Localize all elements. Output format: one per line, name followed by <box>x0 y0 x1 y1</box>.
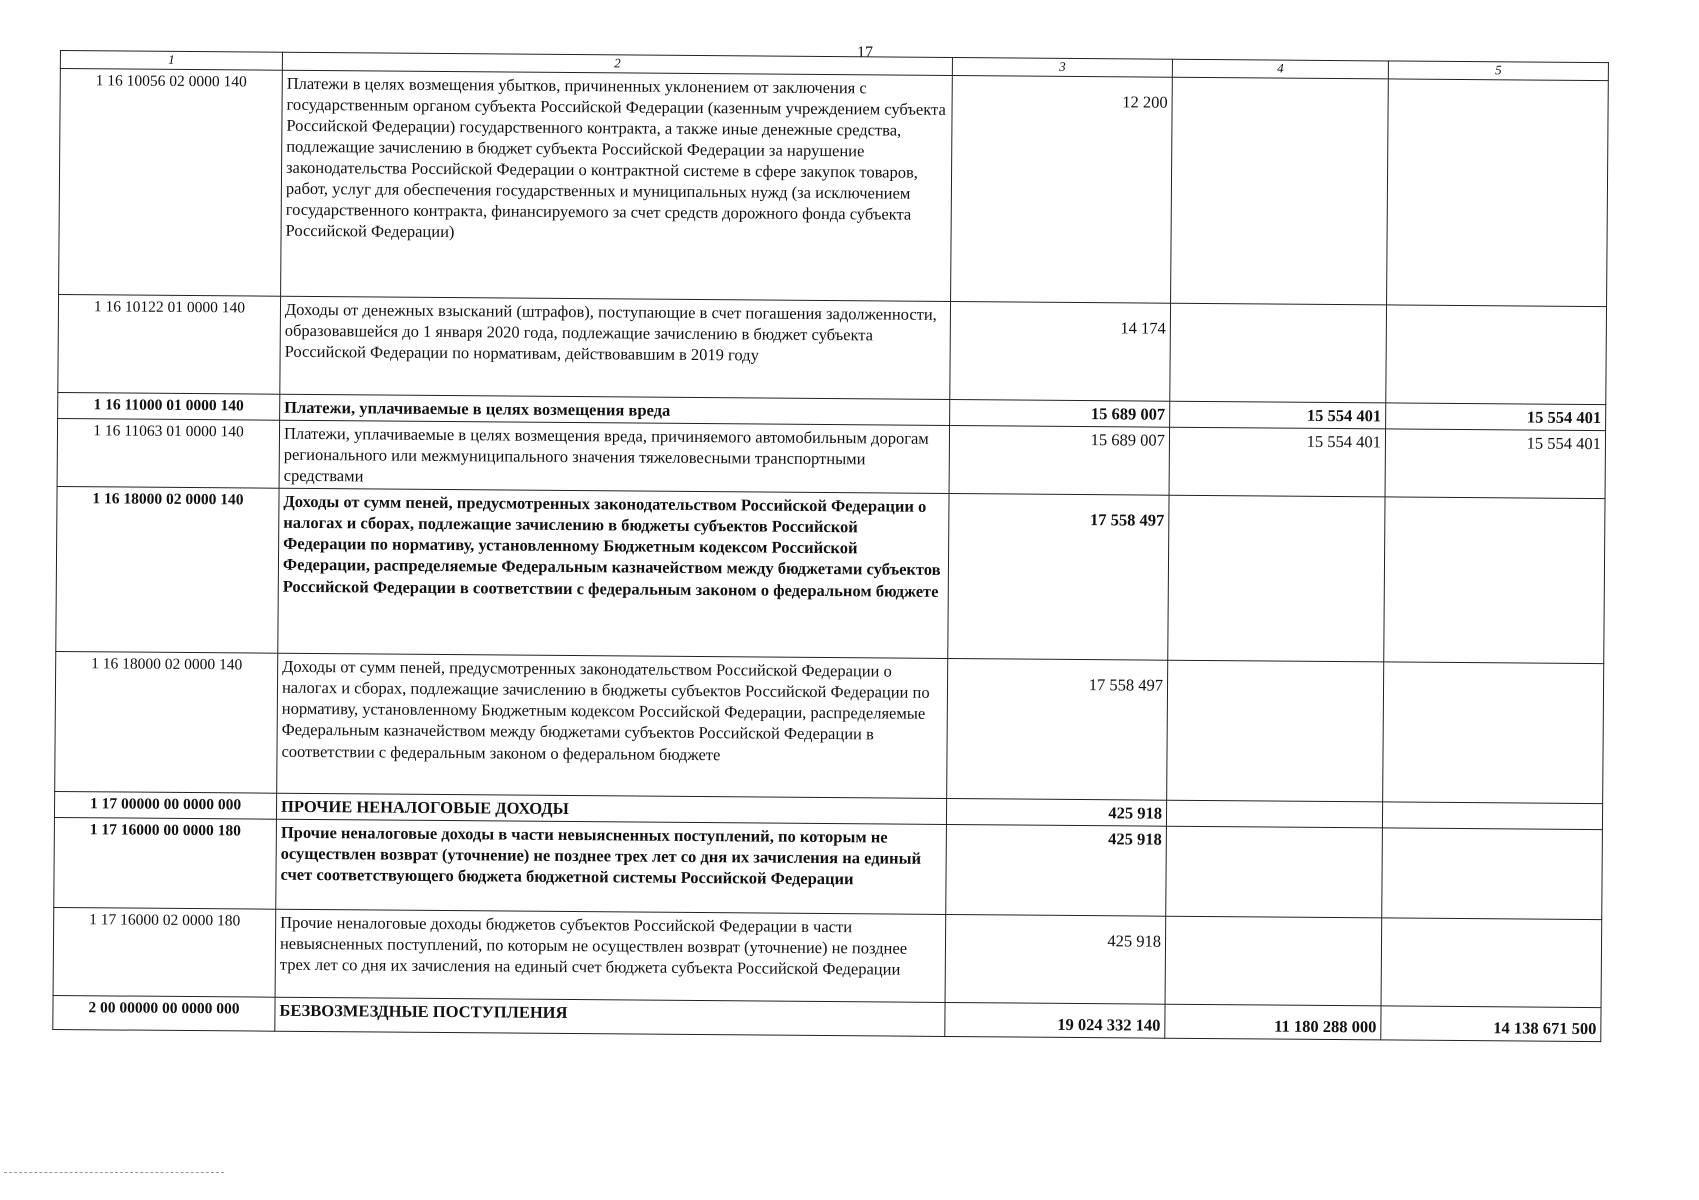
amount-col5-cell: 14 138 671 500 <box>1381 1006 1601 1042</box>
amount-col3-cell: 15 689 007 <box>949 425 1170 495</box>
amount-col5-cell: 15 554 401 <box>1385 429 1606 499</box>
budget-code-cell: 1 16 10056 02 0000 140 <box>59 68 283 296</box>
revenue-name-cell: ПРОЧИЕ НЕНАЛОГОВЫЕ ДОХОДЫ <box>276 793 946 824</box>
amount-col5-cell <box>1383 662 1604 804</box>
amount-col5-cell <box>1381 918 1602 1008</box>
amount-col3-cell: 19 024 332 140 <box>945 1003 1165 1039</box>
amount-col4-cell: 15 554 401 <box>1170 401 1386 429</box>
column-number-4: 4 <box>1172 59 1388 78</box>
revenue-name-cell: Прочие неналоговые доходы бюджетов субъектов Российской Федерации в части невыясненных поступлений, по которым не осуществлен возврат (уточнение) не позднее трех лет со дня их зачисления на единый счет бюджета субъекта Российской Федерации <box>275 909 946 1002</box>
budget-code-cell: 1 17 16000 00 0000 180 <box>54 818 277 910</box>
amount-col3-cell: 15 689 007 <box>950 399 1170 427</box>
amount-col3-cell: 425 918 <box>946 799 1166 827</box>
column-number-2: 2 <box>282 52 952 75</box>
table-row <box>57 418 1605 498</box>
amount-col5-cell <box>1384 497 1605 664</box>
amount-col3-cell: 14 174 <box>950 301 1171 401</box>
budget-code-cell: 1 16 11063 01 0000 140 <box>57 418 280 488</box>
amount-col4-cell <box>1171 77 1389 305</box>
revenue-name-cell: Платежи, уплачиваемые в целях возмещения вреда, причиняемого автомобильным дорогам регионального или межмуниципального значения тяжеловесными транспортными средствами <box>279 420 950 494</box>
amount-col4-cell <box>1168 495 1385 662</box>
revenue-name-cell: Платежи в целях возмещения убытков, причиненных уклонением от заключения с государственным органом субъекта Российской Федерации (казенным учреждением субъекта Российской Федерации) государственного контракта, а также иные денежные средства, подлежащие зачислению в бюджет субъекта Российской Федерации за нарушение законодательства Российской Федерации о контрактной системе в сфере закупок товаров, работ, услуг для обеспечения государственных и муниципальных нужд (за исключением государственного контракта, финансируемого за счет средств дорожного фонда субъекта Российской Федерации) <box>281 70 953 301</box>
revenue-name-cell: БЕЗВОЗМЕЗДНЫЕ ПОСТУПЛЕНИЯ <box>275 997 945 1036</box>
amount-col3-cell: 12 200 <box>951 75 1173 303</box>
budget-code-cell: 1 17 16000 02 0000 180 <box>53 908 276 998</box>
table-row <box>56 487 1605 664</box>
revenue-name-cell: Платежи, уплачиваемые в целях возмещения вреда <box>280 394 950 425</box>
revenue-name-cell: Доходы от сумм пеней, предусмотренных законодательством Российской Федерации о налогах и сборах, подлежащие зачислению в бюджеты субъектов Российской Федерации по нормативу, установленному Бюджетным кодексом Российской Федерации, распределяемые Федеральным казначейством между бюджетами субъектов Российской Федерации в соответствии с федеральным законом о федеральном бюджете <box>277 653 948 798</box>
budget-code-cell: 2 00 00000 00 0000 000 <box>53 996 275 1032</box>
amount-col5-cell <box>1382 802 1602 830</box>
revenue-name-cell: Прочие неналоговые доходы в части невыясненных поступлений, по которым не осуществлен возврат (уточнение) не позднее трех лет со дня их зачисления на единый счет соответствующего бюджета бюджетной системы Российской Федерации <box>276 819 947 914</box>
amount-col4-cell <box>1167 660 1384 802</box>
revenue-table <box>52 50 1609 1042</box>
amount-col4-cell: 11 180 288 000 <box>1165 1004 1381 1040</box>
amount-col5-cell: 15 554 401 <box>1386 403 1606 431</box>
table-row <box>55 652 1604 804</box>
table-row <box>58 294 1607 404</box>
amount-col3-cell: 17 558 497 <box>948 494 1169 661</box>
table-row <box>54 818 1603 920</box>
page-number: 17 <box>857 44 873 61</box>
amount-col3-cell: 425 918 <box>945 915 1166 1005</box>
scan-artifact-line <box>4 1172 224 1174</box>
budget-code-cell: 1 16 10122 01 0000 140 <box>58 294 281 394</box>
amount-col4-cell <box>1166 826 1383 918</box>
amount-col4-cell <box>1165 916 1382 1006</box>
budget-code-cell: 1 16 11000 01 0000 140 <box>58 392 280 420</box>
column-number-3: 3 <box>952 58 1172 77</box>
amount-col5-cell <box>1387 79 1609 307</box>
amount-col3-cell: 17 558 497 <box>947 659 1168 801</box>
amount-col4-cell <box>1166 800 1382 828</box>
amount-col4-cell <box>1170 303 1387 403</box>
amount-col4-cell: 15 554 401 <box>1169 427 1386 497</box>
amount-col5-cell <box>1382 828 1603 920</box>
table-row <box>53 908 1602 1008</box>
column-number-1: 1 <box>60 51 282 70</box>
budget-code-cell: 1 17 00000 00 0000 000 <box>54 792 276 820</box>
column-number-5: 5 <box>1388 61 1608 80</box>
amount-col3-cell: 425 918 <box>946 825 1167 917</box>
budget-code-cell: 1 16 18000 02 0000 140 <box>56 487 279 654</box>
amount-col5-cell <box>1386 305 1607 405</box>
revenue-name-cell: Доходы от денежных взысканий (штрафов), поступающие в счет погашения задолженности, образовавшейся до 1 января 2020 года, подлежащие зачислению в бюджет субъекта Российской Федерации по нормативам, действовавшим в 2019 году <box>280 296 951 399</box>
revenue-name-cell: Доходы от сумм пеней, предусмотренных законодательством Российской Федерации о налогах и сборах, подлежащие зачислению в бюджеты субъектов Российской Федерации по нормативу, установленному Бюджетным кодексом Российской Федерации, распределяемые Федеральным казначейством между бюджетами субъектов Российской Федерации в соответствии с федеральным законом о федеральном бюджете <box>278 488 949 658</box>
budget-code-cell: 1 16 18000 02 0000 140 <box>55 652 278 794</box>
table-row <box>59 68 1609 306</box>
revenue-table-wrapper <box>52 50 1608 1042</box>
